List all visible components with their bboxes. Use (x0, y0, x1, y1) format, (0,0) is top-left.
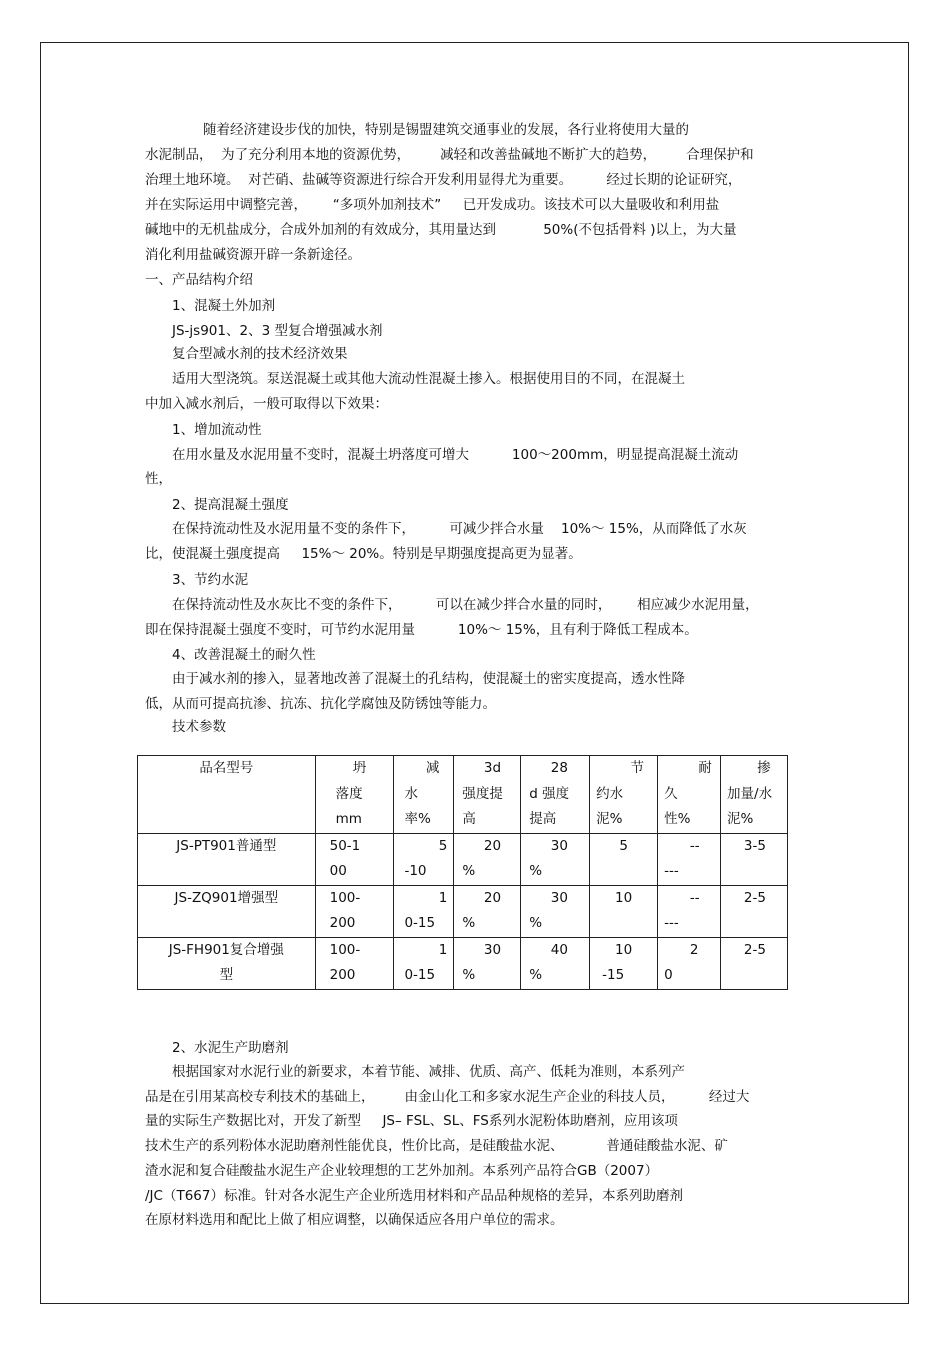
table-cell: 100- 200 (315, 885, 394, 937)
intro-line: 消化利用盐碱资源开辟一条新途径。 (145, 247, 361, 263)
body-line: 低，从而可提高抗渗、抗冻、抗化学腐蚀及防锈蚀等能力。 (145, 696, 496, 712)
body-line: 由于减水剂的掺入，显著地改善了混凝土的孔结构，使混凝土的密实度提高，透水性降 (172, 671, 685, 687)
section-heading: 一、产品结构介绍 (145, 272, 253, 288)
product-name-cell: JS-PT901普通型 (138, 833, 316, 885)
body-line: 在保持流动性及水灰比不变的条件下， 可以在减少拌合水量的同时， 相应减少水泥用量， (172, 597, 759, 613)
header-cell: 节 约水 泥% (590, 756, 658, 834)
table-cell: -- --- (658, 833, 721, 885)
body-line: 渣水泥和复合硅酸盐水泥生产企业较理想的工艺外加剂。本系列产品符合GB（2007） (145, 1163, 659, 1179)
intro-line: 水泥制品， 为了充分利用本地的资源优势， 减轻和改善盐碱地不断扩大的趋势， 合理保护和 (145, 147, 754, 163)
header-cell: 坍 落度 mm (315, 756, 394, 834)
body-line: /JC（T667）标准。针对各水泥生产企业所选用材料和产品品种规格的差异，本系列助磨剂 (145, 1188, 683, 1204)
table-cell: 10 (590, 885, 658, 937)
table-cell: 30 % (521, 833, 590, 885)
table-cell: 30 % (454, 937, 521, 989)
table-cell: 2 0 (658, 937, 721, 989)
body-line: 技术生产的系列粉体水泥助磨剂性能优良，性价比高，是硅酸盐水泥、 普通硅酸盐水泥、矿 (145, 1138, 728, 1154)
body-line: 在用水量及水泥用量不变时，混凝土坍落度可增大 100～200mm，明显提高混凝土流动 (172, 447, 739, 463)
table-header-row (138, 756, 788, 834)
table-cell: 100- 200 (315, 937, 394, 989)
subsection-title: 1、混凝土外加剂 (172, 298, 276, 314)
body-line: 比，使混凝土强度提高 15%～ 20%。特别是早期强度提高更为显著。 (145, 546, 582, 562)
subsection-title: 2、水泥生产助磨剂 (172, 1040, 289, 1056)
body-line: 即在保持混凝土强度不变时，可节约水泥用量 10%～ 15%，且有利于降低工程成本。 (145, 622, 698, 638)
table-cell: 2-5 (721, 885, 788, 937)
table-cell: 20 % (454, 885, 521, 937)
header-cell: 3d 强度提 高 (454, 756, 521, 834)
product-name-cell: JS-ZQ901增强型 (138, 885, 316, 937)
tech-params-table (137, 755, 788, 990)
product-name-cell: JS-FH901复合增强 型 (138, 937, 316, 989)
table-cell: 3-5 (721, 833, 788, 885)
table-cell: 50-1 00 (315, 833, 394, 885)
product-model: JS-js901、2、3 型复合增强减水剂 (172, 323, 383, 339)
body-line: 根据国家对水泥行业的新要求，本着节能、减排、优质、高产、低耗为准则，本系列产 (172, 1064, 685, 1080)
header-cell: 28 d 强度 提高 (521, 756, 590, 834)
table-cell: -- --- (658, 885, 721, 937)
table-row (138, 833, 788, 885)
table-cell: 5 (590, 833, 658, 885)
intro-line: 治理土地环境。 对芒硝、盐碱等资源进行综合开发利用显得尤为重要。 经过长期的论证研究， (145, 172, 742, 188)
intro-line: 随着经济建设步伐的加快，特别是锡盟建筑交通事业的发展，各行业将使用大量的 (203, 122, 689, 138)
header-cell: 品名型号 (138, 756, 316, 834)
table-cell: 40 % (521, 937, 590, 989)
header-cell: 减 水 率% (394, 756, 454, 834)
body-line: 中加入减水剂后，一般可取得以下效果： (145, 396, 388, 412)
body-line: 适用大型浇筑。泵送混凝土或其他大流动性混凝土掺入。根据使用目的不同，在混凝土 (172, 371, 685, 387)
table-caption: 技术参数 (172, 719, 226, 735)
effect-title: 4、改善混凝土的耐久性 (172, 647, 316, 663)
effect-title: 1、增加流动性 (172, 422, 262, 438)
intro-line: 并在实际运用中调整完善， “多项外加剂技术” 已开发成功。该技术可以大量吸收和利用盐 (145, 197, 720, 213)
table-row (138, 885, 788, 937)
table-row (138, 937, 788, 989)
intro-line: 碱地中的无机盐成分，合成外加剂的有效成分，其用量达到 50%(不包括骨料 )以上，为大量 (145, 222, 737, 238)
body-line: 在保持流动性及水泥用量不变的条件下， 可减少拌合水量 10%～ 15%，从而降低了水灰 (172, 521, 747, 537)
body-line: 量的实际生产数据比对，开发了新型 JS– FSL、SL、FS系列水泥粉体助磨剂，应用该项 (145, 1113, 678, 1129)
table-cell: 5 -10 (394, 833, 454, 885)
header-cell: 耐 久 性% (658, 756, 721, 834)
table-cell: 30 % (521, 885, 590, 937)
table-cell: 20 % (454, 833, 521, 885)
header-cell: 掺 加量/水 泥% (721, 756, 788, 834)
effect-title: 3、节约水泥 (172, 572, 249, 588)
body-line: 在原材料选用和配比上做了相应调整，以确保适应各用户单位的需求。 (145, 1212, 564, 1228)
body-line: 品是在引用某高校专利技术的基础上， 由金山化工和多家水泥生产企业的科技人员， 经过大 (145, 1089, 750, 1105)
table-cell: 10 -15 (590, 937, 658, 989)
body-line: 性， (145, 471, 172, 487)
table-cell: 1 0-15 (394, 937, 454, 989)
table-cell: 1 0-15 (394, 885, 454, 937)
effect-heading: 复合型减水剂的技术经济效果 (172, 346, 348, 362)
effect-title: 2、提高混凝土强度 (172, 497, 289, 513)
table-cell: 2-5 (721, 937, 788, 989)
